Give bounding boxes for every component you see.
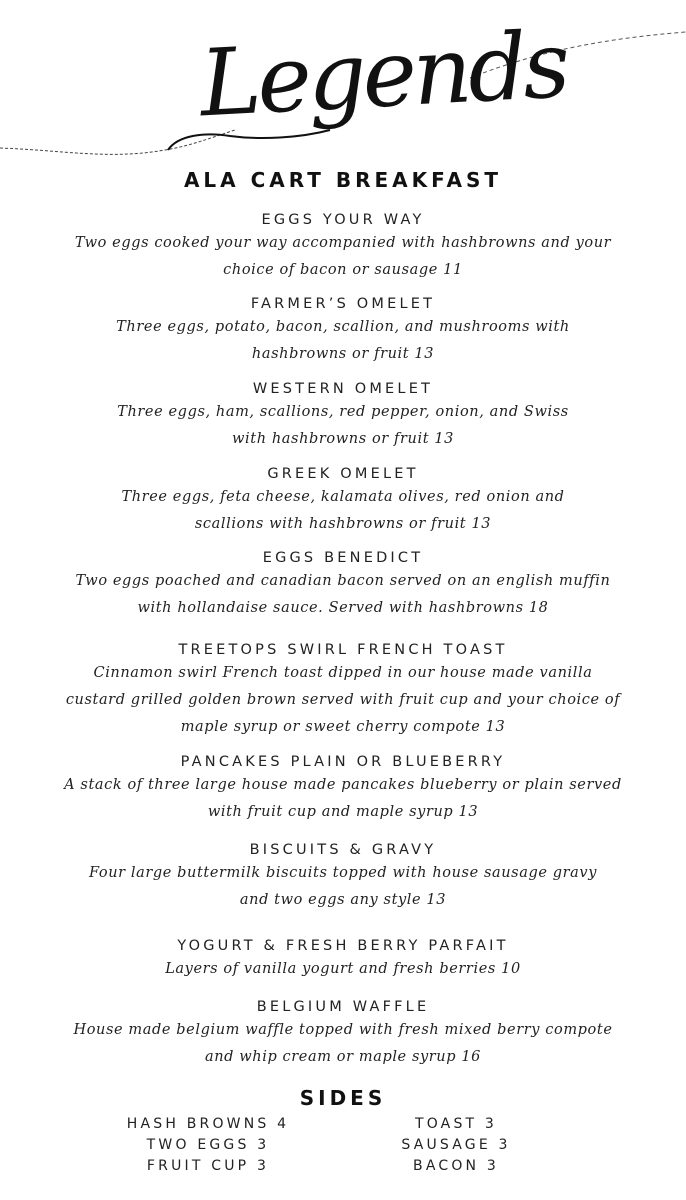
- side-item: SAUSAGE 3: [401, 1137, 511, 1153]
- menu-item-description-line: and whip cream or maple syrup 16: [204, 1049, 481, 1065]
- sides-right-column: [356, 1114, 556, 1177]
- menu-item-description-line: hashbrowns or fruit 13: [251, 346, 435, 362]
- menu-item-description-line: scallions with hashbrowns or fruit 13: [194, 516, 492, 532]
- logo-script-text: Legends: [197, 11, 569, 138]
- side-item: BACON 3: [413, 1158, 499, 1174]
- menu-item-name: TREETOPS SWIRL FRENCH TOAST: [178, 642, 508, 658]
- legends-logo: [0, 0, 686, 170]
- menu-item-parfait: [0, 936, 686, 983]
- menu-item-description-line: A stack of three large house made pancakes blueberry or plain served: [64, 777, 622, 793]
- menu-title: ALA CART BREAKFAST: [183, 168, 503, 192]
- side-item: FRUIT CUP 3: [146, 1158, 270, 1174]
- side-item: TOAST 3: [414, 1116, 498, 1132]
- menu-item-description-line: Four large buttermilk biscuits topped with house sausage gravy: [89, 865, 597, 881]
- menu-item-name: GREEK OMELET: [267, 466, 419, 482]
- menu-item-french-toast: [0, 640, 686, 741]
- menu-item-description-line: custard grilled golden brown served with fruit cup and your choice of: [65, 692, 621, 708]
- menu-item-description-line: Two eggs cooked your way accompanied with hashbrowns and your: [74, 235, 612, 251]
- menu-item-pancakes: [0, 752, 686, 826]
- menu-item-biscuits-gravy: [0, 840, 686, 914]
- side-item: TWO EGGS 3: [146, 1137, 270, 1153]
- sides-title: SIDES: [299, 1086, 387, 1110]
- sides-list: [0, 1114, 686, 1180]
- menu-item-name: YOGURT & FRESH BERRY PARFAIT: [177, 938, 509, 954]
- menu-item-description-line: Layers of vanilla yogurt and fresh berries 10: [165, 961, 521, 977]
- menu-item-description-line: with fruit cup and maple syrup 13: [207, 804, 479, 820]
- menu-item-description-line: with hashbrowns or fruit 13: [232, 431, 454, 447]
- menu-item-description-line: Two eggs poached and canadian bacon served on an english muffin: [75, 573, 611, 589]
- menu-item-description-line: maple syrup or sweet cherry compote 13: [180, 719, 506, 735]
- menu-item-greek-omelet: [0, 464, 686, 538]
- menu-item-western-omelet: [0, 379, 686, 453]
- side-item: HASH BROWNS 4: [126, 1116, 290, 1132]
- menu-item-name: FARMER’S OMELET: [250, 296, 436, 312]
- menu-item-description-line: with hollandaise sauce. Served with hashbrowns 18: [137, 600, 549, 616]
- menu-item-description-line: and two eggs any style 13: [239, 892, 447, 908]
- menu-item-eggs-your-way: [0, 210, 686, 284]
- menu-item-belgium-waffle: [0, 997, 686, 1071]
- menu-item-name: EGGS BENEDICT: [262, 550, 424, 566]
- menu-item-name: BELGIUM WAFFLE: [256, 999, 430, 1015]
- left-swash-line: [0, 130, 235, 154]
- menu-item-name: EGGS YOUR WAY: [261, 212, 425, 228]
- menu-item-farmers-omelet: [0, 294, 686, 368]
- menu-item-description-line: House made belgium waffle topped with fresh mixed berry compote: [73, 1022, 613, 1038]
- menu-item-name: WESTERN OMELET: [252, 381, 434, 397]
- menu-item-description-line: Three eggs, feta cheese, kalamata olives, red onion and: [121, 489, 565, 505]
- menu-item-eggs-benedict: [0, 548, 686, 622]
- menu-item-description-line: choice of bacon or sausage 11: [223, 262, 463, 278]
- menu-item-name: BISCUITS & GRAVY: [249, 842, 437, 858]
- menu-item-description-line: Three eggs, ham, scallions, red pepper, onion, and Swiss: [117, 404, 569, 420]
- menu-item-name: PANCAKES PLAIN OR BLUEBERRY: [180, 754, 506, 770]
- sides-left-column: [96, 1114, 320, 1177]
- menu-item-description-line: Cinnamon swirl French toast dipped in our house made vanilla: [93, 665, 593, 681]
- menu-item-description-line: Three eggs, potato, bacon, scallion, and mushrooms with: [116, 319, 570, 335]
